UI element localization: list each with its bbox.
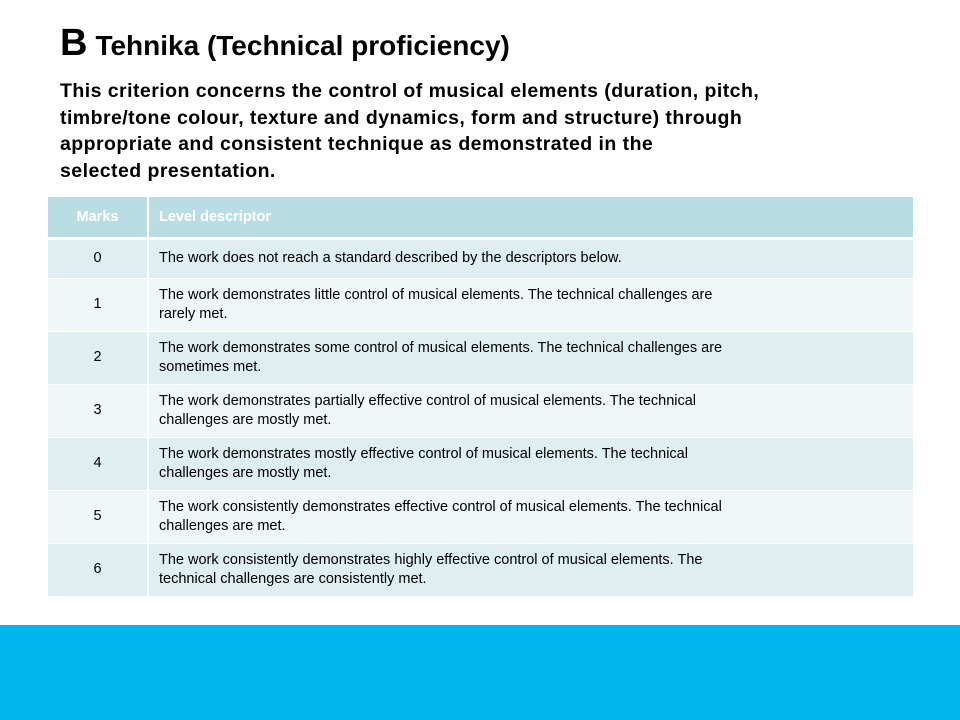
descriptor-text: challenges are mostly met. <box>159 465 332 481</box>
descriptor-header: Level descriptor <box>148 197 913 239</box>
descriptor-cell <box>148 279 913 332</box>
descriptor-text: The work consistently demonstrates highly effective control of musical elements. The <box>159 551 703 568</box>
mark-cell: 6 <box>48 544 148 597</box>
descriptor-text: The work demonstrates some control of musical elements. The technical challenges are <box>159 339 723 356</box>
table-header-row <box>48 197 913 239</box>
table-row <box>48 239 913 279</box>
descriptor-text: sometimes met. <box>159 359 262 375</box>
descriptor-text: The work consistently demonstrates effective control of musical elements. The technical <box>159 498 722 515</box>
mark-cell: 2 <box>48 332 148 385</box>
footer-band <box>0 625 960 720</box>
descriptor-text: The work demonstrates little control of musical elements. The technical challenges are <box>159 286 713 303</box>
descriptor-text: challenges are met. <box>159 518 286 534</box>
descriptor-text: challenges are mostly met. <box>159 412 332 428</box>
description-line: This criterion concerns the control of musical elements (duration, pitch, <box>60 80 760 102</box>
description-line: selected presentation. <box>60 159 276 182</box>
table-row <box>48 385 913 438</box>
mark-cell: 3 <box>48 385 148 438</box>
description-line: appropriate and consistent technique as demonstrated in the <box>60 133 654 155</box>
descriptor-cell <box>148 239 913 279</box>
mark-cell: 0 <box>48 239 148 279</box>
table-row <box>48 279 913 332</box>
mark-cell: 5 <box>48 491 148 544</box>
mark-cell: 4 <box>48 438 148 491</box>
table-row <box>48 491 913 544</box>
descriptor-text: The work demonstrates partially effective control of musical elements. The technical <box>159 392 697 409</box>
marks-header: Marks <box>48 197 148 239</box>
criterion-letter: B <box>60 22 88 64</box>
table-row <box>48 438 913 491</box>
criterion-description <box>60 78 920 184</box>
descriptor-cell <box>148 544 913 597</box>
table-row <box>48 332 913 385</box>
mark-cell: 1 <box>48 279 148 332</box>
descriptor-cell <box>148 332 913 385</box>
descriptor-cell <box>148 385 913 438</box>
rubric-table <box>48 197 913 597</box>
descriptor-text: The work demonstrates mostly effective control of musical elements. The technical <box>159 445 688 462</box>
descriptor-text: technical challenges are consistently met. <box>159 571 427 587</box>
slide-title <box>60 24 930 62</box>
table-row <box>48 544 913 597</box>
descriptor-text: rarely met. <box>159 306 228 322</box>
descriptor-cell <box>148 438 913 491</box>
descriptor-cell <box>148 491 913 544</box>
description-line: timbre/tone colour, texture and dynamics, form and structure) through <box>60 106 743 129</box>
criterion-name: Tehnika (Technical proficiency) <box>95 30 510 61</box>
descriptor-text: The work does not reach a standard described by the descriptors below. <box>159 250 622 267</box>
